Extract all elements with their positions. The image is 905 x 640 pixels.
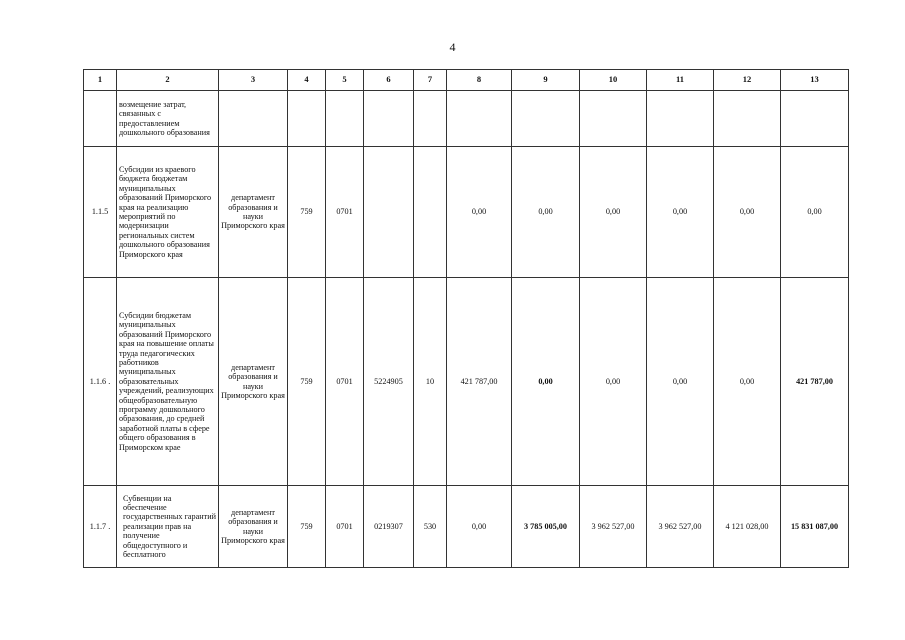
row-department: департамент образования и науки Приморского края — [219, 486, 288, 568]
header-cell: 9 — [512, 70, 580, 91]
row-col8: 0,00 — [447, 147, 512, 278]
row-col4: 759 — [288, 147, 326, 278]
row-col9: 3 785 005,00 — [512, 486, 580, 568]
header-cell: 3 — [219, 70, 288, 91]
row-col5: 0701 — [326, 278, 364, 486]
row-col11: 3 962 527,00 — [647, 486, 714, 568]
row-col10 — [580, 91, 647, 147]
header-cell: 7 — [414, 70, 447, 91]
table-row — [84, 278, 849, 486]
row-col6 — [364, 147, 414, 278]
budget-table — [83, 69, 849, 568]
header-cell: 8 — [447, 70, 512, 91]
row-col12: 0,00 — [714, 278, 781, 486]
row-col5: 0701 — [326, 147, 364, 278]
row-col7: 530 — [414, 486, 447, 568]
row-department — [219, 91, 288, 147]
header-cell: 11 — [647, 70, 714, 91]
row-col11: 0,00 — [647, 147, 714, 278]
row-col9 — [512, 91, 580, 147]
header-cell: 10 — [580, 70, 647, 91]
row-col13 — [781, 91, 849, 147]
row-name: Субсидии бюджетам муниципальных образований Приморского края на повышение оплаты труда педагогических работников муниципальных образовательных учреждений, реализующих общеобразовательную программу дошкольного образования, до средней заработной платы в сфере общего образования в Приморском крае — [117, 278, 219, 486]
row-col10: 3 962 527,00 — [580, 486, 647, 568]
row-col12: 4 121 028,00 — [714, 486, 781, 568]
row-col8: 0,00 — [447, 486, 512, 568]
table-row — [84, 91, 849, 147]
header-cell: 13 — [781, 70, 849, 91]
row-col6: 0219307 — [364, 486, 414, 568]
row-col4 — [288, 91, 326, 147]
row-col7: 10 — [414, 278, 447, 486]
row-name: возмещение затрат, связанных с предоставлением дошкольного образования — [117, 91, 219, 147]
row-code: 1.1.5 — [84, 147, 117, 278]
row-code: 1.1.6 . — [84, 278, 117, 486]
row-name: Субсидии из краевого бюджета бюджетам муниципальных образований Приморского края на реализацию мероприятий по модернизации региональных систем дошкольного образования Приморского края — [117, 147, 219, 278]
row-col13: 0,00 — [781, 147, 849, 278]
header-cell: 12 — [714, 70, 781, 91]
row-col10: 0,00 — [580, 147, 647, 278]
table-row — [84, 147, 849, 278]
row-name: Субвенции на обеспечение государственных гарантий реализации прав на получение общедоступного и бесплатного — [117, 486, 219, 568]
row-col4: 759 — [288, 486, 326, 568]
row-department: департамент образования и науки Приморского края — [219, 147, 288, 278]
row-col13: 15 831 087,00 — [781, 486, 849, 568]
row-code: 1.1.7 . — [84, 486, 117, 568]
table-row — [84, 486, 849, 568]
row-col6 — [364, 91, 414, 147]
row-col9: 0,00 — [512, 147, 580, 278]
row-col11: 0,00 — [647, 278, 714, 486]
row-col10: 0,00 — [580, 278, 647, 486]
row-col4: 759 — [288, 278, 326, 486]
row-col9: 0,00 — [512, 278, 580, 486]
header-cell: 6 — [364, 70, 414, 91]
row-col8: 421 787,00 — [447, 278, 512, 486]
row-col12 — [714, 91, 781, 147]
row-col7 — [414, 147, 447, 278]
row-col5: 0701 — [326, 486, 364, 568]
row-col11 — [647, 91, 714, 147]
row-department: департамент образования и науки Приморского края — [219, 278, 288, 486]
row-code — [84, 91, 117, 147]
row-col7 — [414, 91, 447, 147]
header-cell: 5 — [326, 70, 364, 91]
header-cell: 1 — [84, 70, 117, 91]
row-col6: 5224905 — [364, 278, 414, 486]
header-cell: 4 — [288, 70, 326, 91]
row-col8 — [447, 91, 512, 147]
row-col12: 0,00 — [714, 147, 781, 278]
row-col5 — [326, 91, 364, 147]
table-header-row — [84, 70, 849, 91]
header-cell: 2 — [117, 70, 219, 91]
page-number: 4 — [449, 40, 456, 54]
row-col13: 421 787,00 — [781, 278, 849, 486]
